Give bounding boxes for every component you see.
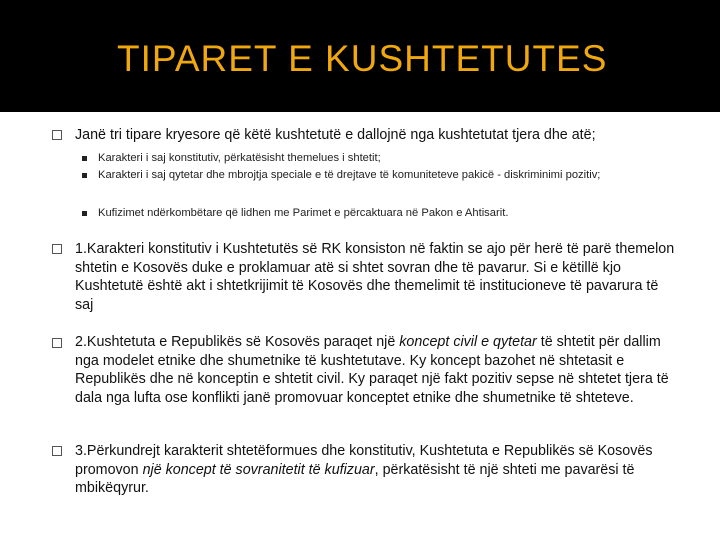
paragraph-3-italic: një koncept të sovranitetit të kufizuar [142, 461, 375, 478]
sub-item-1: Karakteri i saj konstitutiv, përkatësisht themelues i shtetit; [98, 152, 381, 164]
paragraph-1: 1.Karakteri konstitutiv i Kushtetutës së RK konsiston në faktin se ajo për herë të parë themelon shtetin e Kosovës duke e proklamuar atë si shtet sovran dhe të pavarur. Si e këtillë kjo Kushtetutë është akt i shtetkrijimit të Kosovës dhe themelimit të institucioneve të pavarura të saj [75, 241, 675, 313]
sub-bullet-icon [82, 156, 87, 161]
paragraph-2-italic: koncept civil e qytetar [399, 334, 537, 350]
paragraph-2-start: 2.Kushtetuta e Republikës së Kosovës paraqet një [75, 334, 400, 350]
paragraph-2-end: të shtetit për dallim nga modelet etnike dhe shumetnike të kushtetutave. Ky koncept bazohet në shtetasit e Republikës dhe në konceptin e shtetit civil. Ky paraqet një fakt pozitiv sepse në shtetet tjera të dala nga lufta ose konflikti janë promovuar konceptet etnike dhe shumetnike të shteteve. [75, 334, 669, 406]
intro-text: Janë tri tipare kryesore që këtë kushtetutë e dallojnë nga kushtetutat tjera dhe atë; [75, 127, 596, 143]
slide-title: TIPARET E KUSHTETUTES [117, 38, 608, 79]
sub-bullet-icon [82, 211, 87, 216]
paragraph-2 [75, 333, 680, 407]
sub-item-3: Kufizimet ndërkombëtare që lidhen me Parimet e përcaktuara në Pakon e Ahtisarit. [98, 207, 509, 219]
paragraph-3 [75, 442, 680, 498]
paragraph-3-end: , përkatësisht të një shteti me pavarësi të mbikëqyrur. [75, 461, 635, 496]
sub-item-2: Karakteri i saj qytetar dhe mbrojtja speciale e të drejtave të komuniteteve pakicë - diskriminimi pozitiv; [98, 169, 601, 181]
bullet-icon [52, 244, 62, 254]
bullet-icon [52, 446, 62, 456]
paragraph-3-start: 3.Përkundrejt karakterit shtetëformues dhe konstitutiv, Kushtetuta e Republikës së Kosovës promovon [75, 443, 653, 478]
bullet-icon [52, 338, 62, 348]
bullet-icon [52, 130, 62, 140]
sub-bullet-icon [82, 173, 87, 178]
